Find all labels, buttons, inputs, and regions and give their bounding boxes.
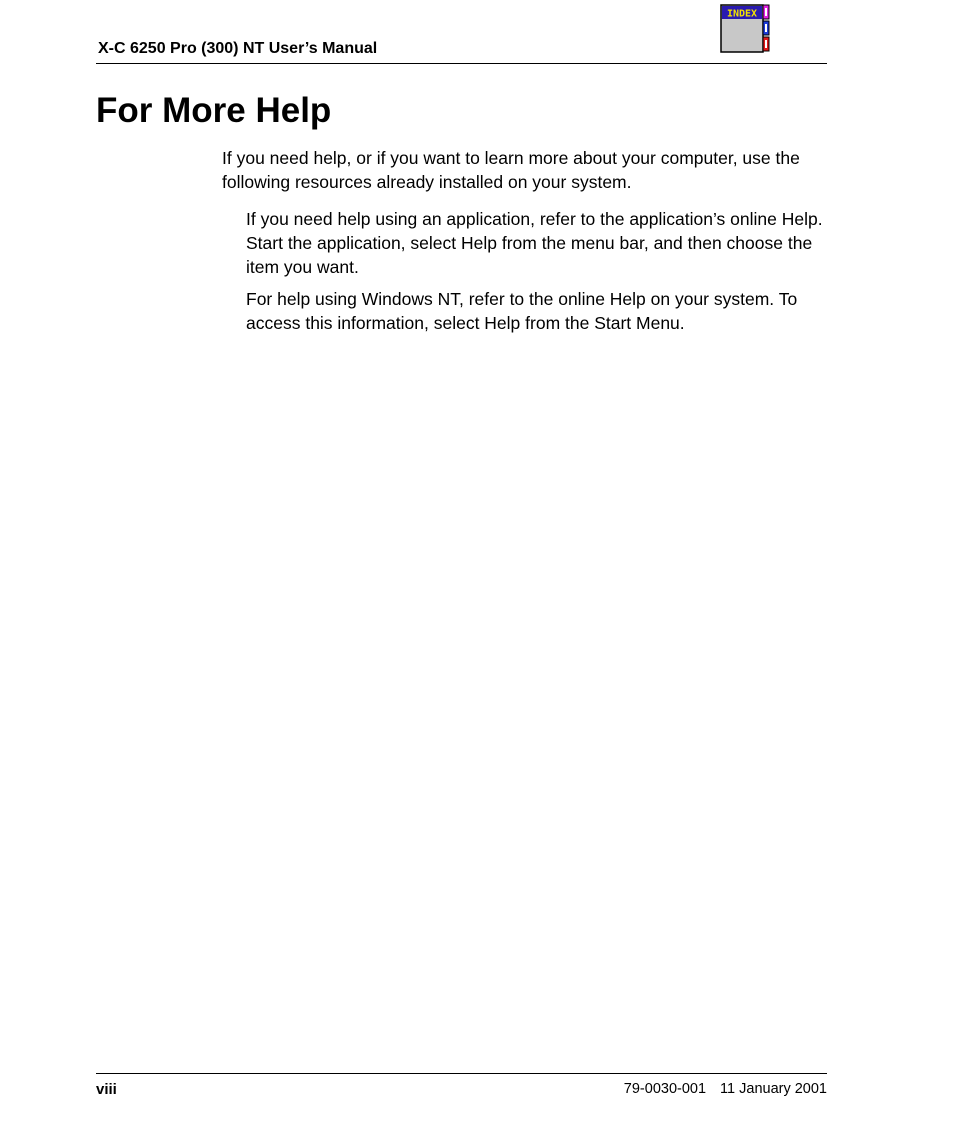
intro-paragraph: If you need help, or if you want to learn more about your computer, use the following resources already installed on your system.: [222, 148, 800, 192]
manual-title: X-C 6250 Pro (300) NT User’s Manual: [98, 40, 378, 57]
page-number: viii: [96, 1081, 117, 1098]
index-icon-tab-red-inner: [765, 40, 767, 48]
header-divider: [96, 63, 827, 64]
doc-number: 79-0030-001: [623, 1081, 707, 1097]
footer-doc-info: [624, 1081, 827, 1097]
help-item-application: If you need help using an application, refer to the application’s online Help. Start the application, select Help from the menu bar, and then choose the item you want.: [246, 209, 823, 277]
index-icon[interactable]: [720, 4, 772, 54]
page-title: For More Help: [96, 91, 332, 130]
index-icon-tab-magenta-inner: [765, 8, 767, 16]
doc-date: 11 January 2001: [720, 1081, 827, 1097]
help-item-windows-nt: For help using Windows NT, refer to the online Help on your system. To access this information, select Help from the Start Menu.: [246, 289, 798, 333]
index-icon-tab-blue-inner: [765, 24, 767, 32]
footer-divider: [96, 1073, 827, 1074]
index-icon-label: INDEX: [726, 8, 758, 20]
